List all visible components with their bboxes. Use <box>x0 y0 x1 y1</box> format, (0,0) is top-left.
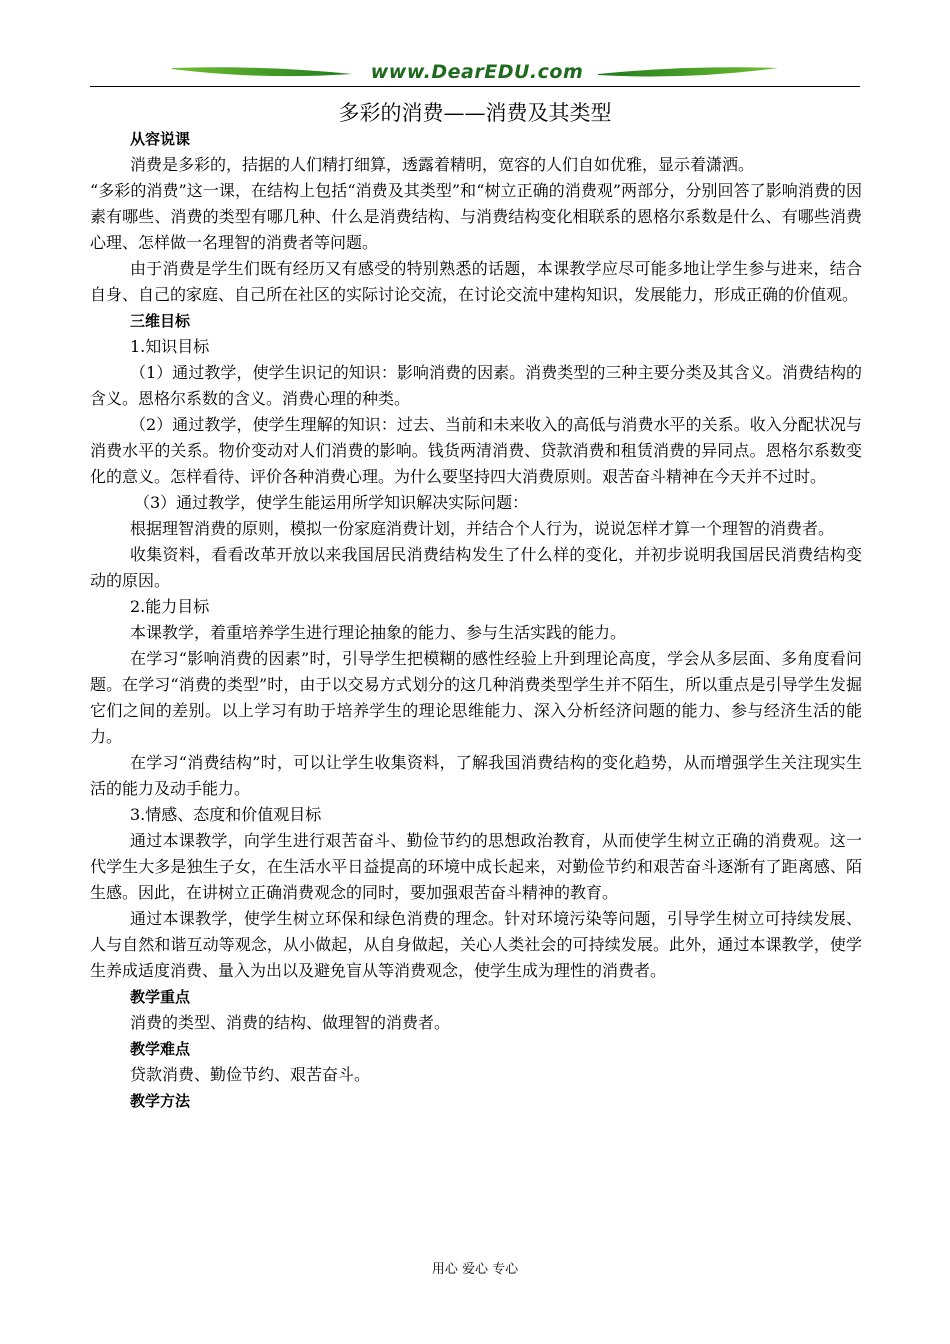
section-heading: 教学方法 <box>130 1092 191 1110</box>
section-heading: 三维目标 <box>130 312 191 330</box>
body-paragraph: 3.情感、态度和价值观目标 <box>130 805 322 824</box>
body-paragraph: （3）通过教学，使学生能运用所学知识解决实际问题： <box>134 493 529 512</box>
header-rule <box>90 86 860 87</box>
body-paragraph: （1）通过教学，使学生识记的知识：影响消费的因素。消费类型的三种主要分类及其含义。消费结构的含义。恩格尔系数的含义。消费心理的种类。 <box>90 363 862 408</box>
body-paragraph: 消费的类型、消费的结构、做理智的消费者。 <box>130 1013 451 1032</box>
body-paragraph: 贷款消费、勤俭节约、艰苦奋斗。 <box>130 1065 371 1084</box>
page-footer: 用心 爱心 专心 <box>431 1262 519 1277</box>
document-title: 多彩的消费——消费及其类型 <box>338 101 612 125</box>
body-paragraph: 1.知识目标 <box>130 337 210 356</box>
site-header <box>90 56 860 96</box>
body-paragraph: 由于消费是学生们既有经历又有感受的特别熟悉的话题，本课教学应尽可能多地让学生参与进来，结合自身、自己的家庭、自己所在社区的实际讨论交流，在讨论交流中建构知识，发展能力，形成正确的价值观。 <box>90 259 862 304</box>
section-heading: 教学重点 <box>130 988 191 1006</box>
body-paragraph: 2.能力目标 <box>130 597 210 616</box>
site-logo-text: www.DearEDU.com <box>370 61 584 83</box>
body-paragraph: 通过本课教学，向学生进行艰苦奋斗、勤俭节约的思想政治教育，从而使学生树立正确的消费观。这一代学生大多是独生子女，在生活水平日益提高的环境中成长起来，对勤俭节约和艰苦奋斗逐渐有了距离感、陌生感。因此，在讲树立正确消费观念的同时，要加强艰苦奋斗精神的教育。 <box>90 831 862 902</box>
document-body <box>90 126 862 1114</box>
section-heading: 教学难点 <box>130 1040 191 1058</box>
body-paragraph: 本课教学，着重培养学生进行理论抽象的能力、参与生活实践的能力。 <box>130 623 627 642</box>
body-paragraph: “多彩的消费”这一课，在结构上包括“消费及其类型”和“树立正确的消费观”两部分，分别回答了影响消费的因素有哪些、消费的类型有哪几种、什么是消费结构、与消费结构变化相联系的恩格尔系数是什么、有哪些消费心理、怎样做一名理智的消费者等问题。 <box>90 181 862 252</box>
body-paragraph: 根据理智消费的原则，模拟一份家庭消费计划，并结合个人行为，说说怎样才算一个理智的消费者。 <box>130 519 835 538</box>
body-paragraph: （2）通过教学，使学生理解的知识：过去、当前和未来收入的高低与消费水平的关系。收入分配状况与消费水平的关系。物价变动对人们消费的影响。钱货两清消费、贷款消费和租赁消费的异同点。恩格尔系数变化的意义。怎样看待、评价各种消费心理。为什么要坚持四大消费原则。艰苦奋斗精神在今天并不过时。 <box>90 415 862 486</box>
body-paragraph: 在学习“影响消费的因素”时，引导学生把模糊的感性经验上升到理论高度，学会从多层面、多角度看问题。在学习“消费的类型”时，由于以交易方式划分的这几种消费类型学生并不陌生，所以重点是引导学生发掘它们之间的差别。以上学习有助于培养学生的理论思维能力、深入分析经济问题的能力、参与经济生活的能力。 <box>90 649 862 746</box>
body-paragraph: 通过本课教学，使学生树立环保和绿色消费的理念。针对环境污染等问题，引导学生树立可持续发展、人与自然和谐互动等观念，从小做起，从自身做起，关心人类社会的可持续发展。此外，通过本课教学，使学生养成适度消费、量入为出以及避免盲从等消费观念，使学生成为理性的消费者。 <box>90 909 862 980</box>
body-paragraph: 在学习“消费结构”时，可以让学生收集资料，了解我国消费结构的变化趋势，从而增强学生关注现实生活的能力及动手能力。 <box>90 753 862 798</box>
body-paragraph: 收集资料，看看改革开放以来我国居民消费结构发生了什么样的变化，并初步说明我国居民消费结构变动的原因。 <box>90 545 862 590</box>
body-paragraph: 消费是多彩的，拮据的人们精打细算，透露着精明，宽容的人们自如优雅，显示着潇洒。 <box>130 155 755 174</box>
section-heading: 从容说课 <box>130 130 191 148</box>
